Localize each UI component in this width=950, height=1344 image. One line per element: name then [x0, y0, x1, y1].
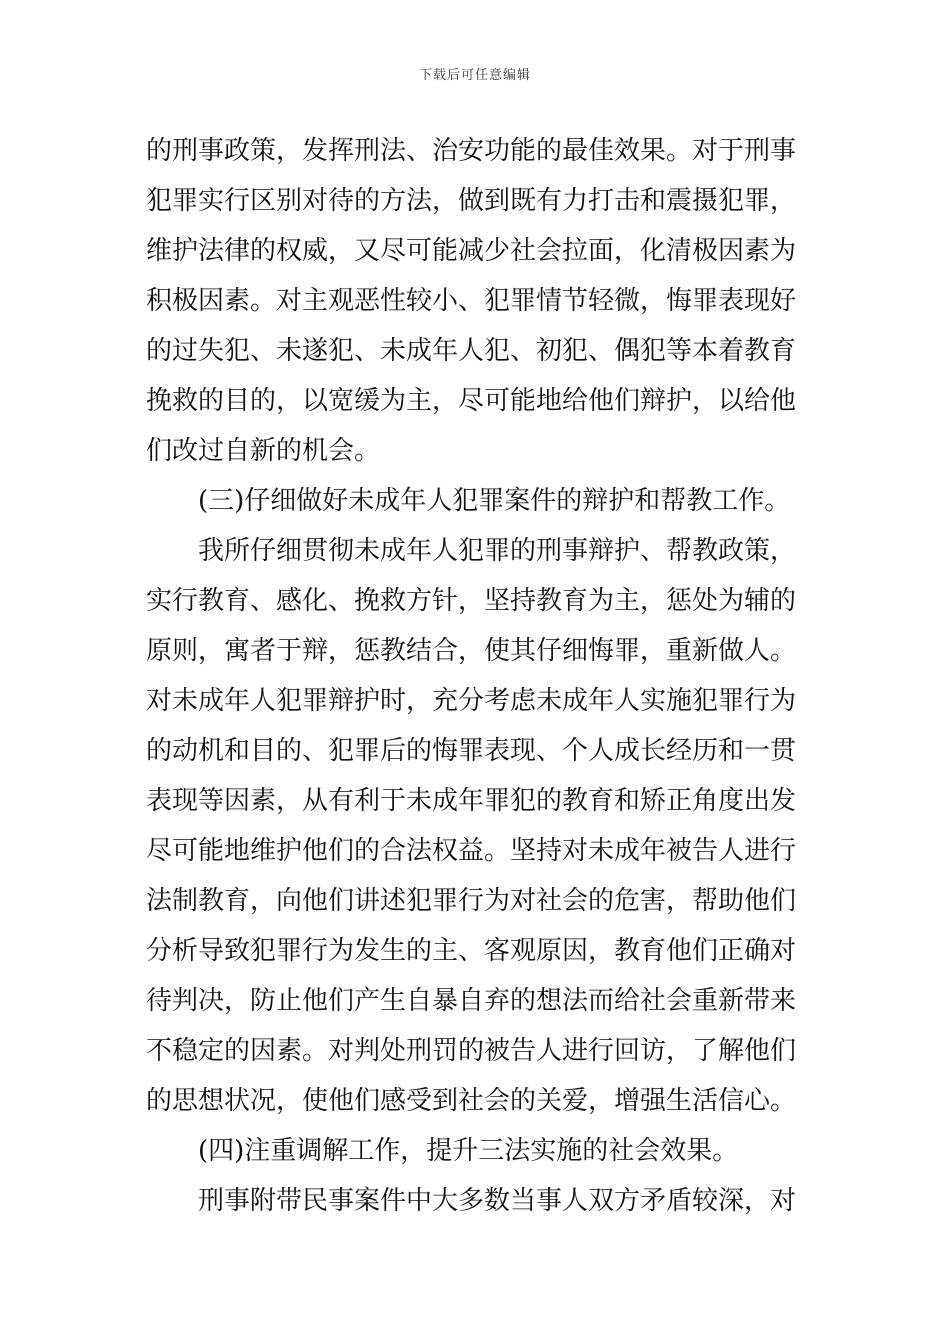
text-line: 分析导致犯罪行为发生的主、客观原因，教育他们正确对 — [146, 936, 797, 966]
text-line: 我所仔细贯彻未成年人犯罪的刑事辩护、帮教政策， — [198, 536, 797, 566]
text-line: 实行教育、感化、挽救方针，坚持教育为主，惩处为辅的 — [146, 586, 797, 616]
text-line: 不稳定的因素。对判处刑罚的被告人进行回访，了解他们 — [146, 1036, 797, 1066]
text-line: 的刑事政策，发挥刑法、治安功能的最佳效果。对于刑事 — [146, 136, 797, 166]
text-line: 表现等因素，从有利于未成年罪犯的教育和矫正角度出发 — [146, 786, 797, 816]
text-line: 对未成年人犯罪辩护时，充分考虑未成年人实施犯罪行为 — [146, 686, 797, 716]
text-line: 原则，寓者于辩，惩教结合，使其仔细悔罪，重新做人。 — [146, 636, 797, 666]
text-line: 挽救的目的，以宽缓为主，尽可能地给他们辩护，以给他 — [146, 386, 797, 416]
text-line: 们改过自新的机会。 — [146, 436, 381, 466]
page-header: 下载后可任意编辑 — [418, 68, 531, 83]
body-text — [146, 126, 810, 1226]
text-line: (四)注重调解工作，提升三法实施的社会效果。 — [198, 1136, 739, 1166]
text-line: 的思想状况，使他们感受到社会的关爱，增强生活信心。 — [146, 1086, 797, 1116]
text-line: 法制教育，向他们讲述犯罪行为对社会的危害，帮助他们 — [146, 886, 797, 916]
text-line: 积极因素。对主观恶性较小、犯罪情节轻微，悔罪表现好 — [146, 286, 797, 316]
text-line: 的动机和目的、犯罪后的悔罪表现、个人成长经历和一贯 — [146, 736, 797, 766]
text-line: 刑事附带民事案件中大多数当事人双方矛盾较深，对 — [198, 1186, 797, 1216]
text-line: 维护法律的权威，又尽可能减少社会拉面，化清极因素为 — [146, 236, 797, 266]
text-line: 待判决，防止他们产生自暴自弃的想法而给社会重新带来 — [146, 986, 797, 1016]
text-line: 尽可能地维护他们的合法权益。坚持对未成年被告人进行 — [146, 836, 797, 866]
text-line: 犯罪实行区别对待的方法，做到既有力打击和震摄犯罪， — [146, 186, 797, 216]
text-line: (三)仔细做好未成年人犯罪案件的辩护和帮教工作。 — [198, 486, 791, 516]
text-line: 的过失犯、未遂犯、未成年人犯、初犯、偶犯等本着教育 — [146, 336, 797, 366]
